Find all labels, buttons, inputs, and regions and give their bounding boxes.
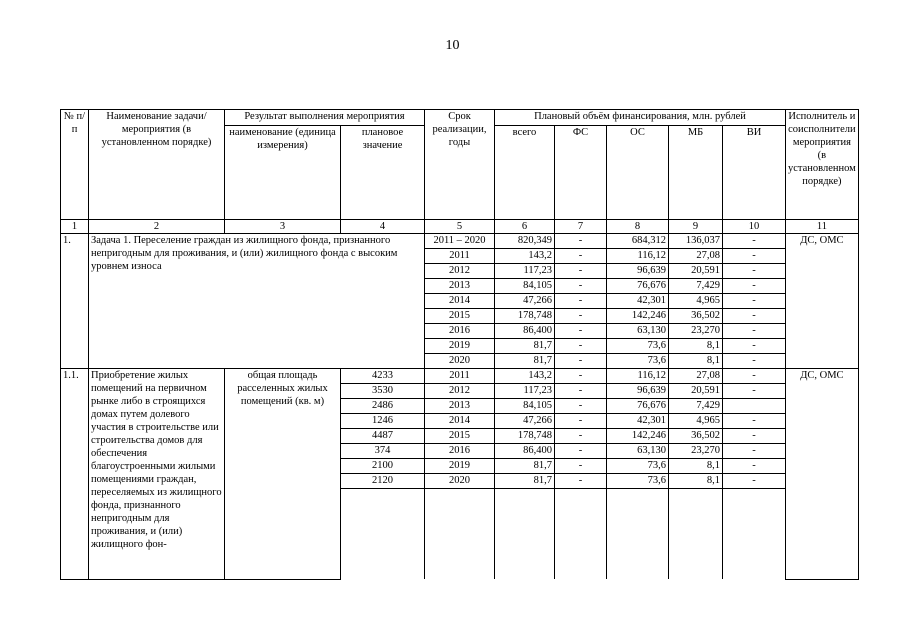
task-mb: 36,502	[669, 309, 723, 324]
subtask-total: 84,105	[495, 399, 555, 414]
subtask-os: 73,6	[607, 474, 669, 489]
subtask-os: 73,6	[607, 459, 669, 474]
subtask-fs: -	[555, 444, 607, 459]
task-vi: -	[723, 309, 786, 324]
subtask-executor: ДС, ОМС	[786, 369, 859, 580]
column-number: 10	[723, 220, 786, 234]
task-fs: -	[555, 279, 607, 294]
task-os: 42,301	[607, 294, 669, 309]
task-mb: 20,591	[669, 264, 723, 279]
task-number: 1.	[61, 234, 89, 369]
task-fs: -	[555, 264, 607, 279]
header-finance-group: Плановый объём финансирования, млн. рублей	[495, 110, 786, 126]
header-mb: МБ	[669, 126, 723, 220]
subtask-plan-value: 3530	[341, 384, 425, 399]
header-total: всего	[495, 126, 555, 220]
subtask-plan-value: 1246	[341, 414, 425, 429]
task-vi: -	[723, 264, 786, 279]
task-os: 684,312	[607, 234, 669, 249]
header-num: № п/п	[61, 110, 89, 220]
task-os: 96,639	[607, 264, 669, 279]
task-os: 116,12	[607, 249, 669, 264]
page-number: 10	[445, 38, 460, 53]
empty-cell	[669, 489, 723, 580]
subtask-fs: -	[555, 414, 607, 429]
header-plan-value: плановое значение	[341, 126, 425, 220]
task-fs: -	[555, 309, 607, 324]
header-row-top	[61, 110, 859, 126]
subtask-year: 2014	[425, 414, 495, 429]
column-number: 2	[89, 220, 225, 234]
column-number: 6	[495, 220, 555, 234]
column-number: 4	[341, 220, 425, 234]
column-number: 3	[225, 220, 341, 234]
table-row	[61, 369, 859, 384]
subtask-mb: 20,591	[669, 384, 723, 399]
task-fs: -	[555, 249, 607, 264]
subtask-plan-value: 2100	[341, 459, 425, 474]
subtask-plan-value: 4233	[341, 369, 425, 384]
table-row	[61, 234, 859, 249]
empty-cell	[425, 489, 495, 580]
subtask-fs: -	[555, 384, 607, 399]
task-total: 81,7	[495, 339, 555, 354]
subtask-os: 63,130	[607, 444, 669, 459]
task-fs: -	[555, 324, 607, 339]
column-number: 8	[607, 220, 669, 234]
task-year: 2012	[425, 264, 495, 279]
subtask-total: 143,2	[495, 369, 555, 384]
subtask-year: 2013	[425, 399, 495, 414]
subtask-os: 142,246	[607, 429, 669, 444]
task-total: 47,266	[495, 294, 555, 309]
task-vi: -	[723, 324, 786, 339]
task-mb: 4,965	[669, 294, 723, 309]
task-total: 81,7	[495, 354, 555, 369]
task-mb: 7,429	[669, 279, 723, 294]
task-total: 143,2	[495, 249, 555, 264]
task-vi: -	[723, 339, 786, 354]
subtask-fs: -	[555, 459, 607, 474]
header-fs: ФС	[555, 126, 607, 220]
header-vi: ВИ	[723, 126, 786, 220]
subtask-fs: -	[555, 399, 607, 414]
header-os: ОС	[607, 126, 669, 220]
program-table	[60, 109, 859, 580]
task-vi: -	[723, 294, 786, 309]
task-os: 142,246	[607, 309, 669, 324]
task-os: 63,130	[607, 324, 669, 339]
subtask-vi: -	[723, 444, 786, 459]
empty-cell	[607, 489, 669, 580]
task-fs: -	[555, 294, 607, 309]
subtask-vi: -	[723, 369, 786, 384]
task-fs: -	[555, 339, 607, 354]
task-total: 178,748	[495, 309, 555, 324]
subtask-year: 2019	[425, 459, 495, 474]
subtask-plan-value: 374	[341, 444, 425, 459]
task-year: 2011	[425, 249, 495, 264]
subtask-year: 2016	[425, 444, 495, 459]
task-total: 86,400	[495, 324, 555, 339]
subtask-mb: 8,1	[669, 474, 723, 489]
subtask-total: 86,400	[495, 444, 555, 459]
task-mb: 8,1	[669, 354, 723, 369]
empty-cell	[723, 489, 786, 580]
task-vi: -	[723, 249, 786, 264]
column-number-row	[61, 220, 859, 234]
task-mb: 8,1	[669, 339, 723, 354]
task-fs: -	[555, 234, 607, 249]
task-os: 76,676	[607, 279, 669, 294]
task-year: 2016	[425, 324, 495, 339]
task-year: 2020	[425, 354, 495, 369]
subtask-year: 2012	[425, 384, 495, 399]
subtask-total: 117,23	[495, 384, 555, 399]
subtask-fs: -	[555, 369, 607, 384]
column-number: 7	[555, 220, 607, 234]
task-total: 84,105	[495, 279, 555, 294]
task-mb: 23,270	[669, 324, 723, 339]
task-year: 2015	[425, 309, 495, 324]
subtask-total: 178,748	[495, 429, 555, 444]
task-executor: ДС, ОМС	[786, 234, 859, 369]
subtask-year: 2015	[425, 429, 495, 444]
subtask-year: 2011	[425, 369, 495, 384]
task-vi: -	[723, 279, 786, 294]
task-vi: -	[723, 234, 786, 249]
subtask-year: 2020	[425, 474, 495, 489]
subtask-mb: 27,08	[669, 369, 723, 384]
subtask-vi: -	[723, 384, 786, 399]
empty-cell	[555, 489, 607, 580]
task-mb: 136,037	[669, 234, 723, 249]
task-year: 2013	[425, 279, 495, 294]
column-number: 1	[61, 220, 89, 234]
task-year: 2014	[425, 294, 495, 309]
task-year: 2011 – 2020	[425, 234, 495, 249]
subtask-mb: 8,1	[669, 459, 723, 474]
subtask-mb: 7,429	[669, 399, 723, 414]
subtask-mb: 36,502	[669, 429, 723, 444]
subtask-vi	[723, 399, 786, 414]
subtask-total: 81,7	[495, 459, 555, 474]
header-indicator-name: наименование (единица измерения)	[225, 126, 341, 220]
subtask-vi: -	[723, 459, 786, 474]
subtask-os: 42,301	[607, 414, 669, 429]
task-year: 2019	[425, 339, 495, 354]
header-result-group: Результат выполнения мероприятия	[225, 110, 425, 126]
subtask-indicator: общая площадь расселенных жилых помещений (кв. м)	[225, 369, 341, 580]
task-vi: -	[723, 354, 786, 369]
subtask-mb: 23,270	[669, 444, 723, 459]
task-os: 73,6	[607, 354, 669, 369]
subtask-fs: -	[555, 474, 607, 489]
subtask-plan-value: 2486	[341, 399, 425, 414]
subtask-mb: 4,965	[669, 414, 723, 429]
column-number: 11	[786, 220, 859, 234]
column-number: 9	[669, 220, 723, 234]
subtask-total: 47,266	[495, 414, 555, 429]
subtask-os: 96,639	[607, 384, 669, 399]
task-os: 73,6	[607, 339, 669, 354]
header-executor: Исполнитель и соисполнители мероприятия (в установленном порядке)	[786, 110, 859, 220]
subtask-name: Приобретение жилых помещений на первичном рынке либо в строящихся домах путем долевого участия в строительстве или строительства домов для обеспечения благоустроенными жилыми помещениями граждан, переселяемых из жилищного фонда, признанного непригодным для проживания, и (или) жилищного фон-	[89, 369, 225, 580]
subtask-plan-value: 2120	[341, 474, 425, 489]
task-total: 820,349	[495, 234, 555, 249]
subtask-plan-value: 4487	[341, 429, 425, 444]
empty-cell	[341, 489, 425, 580]
subtask-vi: -	[723, 474, 786, 489]
subtask-total: 81,7	[495, 474, 555, 489]
empty-cell	[495, 489, 555, 580]
column-number: 5	[425, 220, 495, 234]
task-total: 117,23	[495, 264, 555, 279]
task-fs: -	[555, 354, 607, 369]
task-mb: 27,08	[669, 249, 723, 264]
subtask-number: 1.1.	[61, 369, 89, 580]
subtask-vi: -	[723, 429, 786, 444]
task-name: Задача 1. Переселение граждан из жилищного фонда, признанного непригодным для проживания, и (или) жилищного фонда с высоким уровнем износа	[89, 234, 425, 369]
header-name: Наименование задачи/мероприятия (в установленном порядке)	[89, 110, 225, 220]
header-term: Срок реализации, годы	[425, 110, 495, 220]
subtask-fs: -	[555, 429, 607, 444]
subtask-os: 76,676	[607, 399, 669, 414]
subtask-vi: -	[723, 414, 786, 429]
subtask-os: 116,12	[607, 369, 669, 384]
